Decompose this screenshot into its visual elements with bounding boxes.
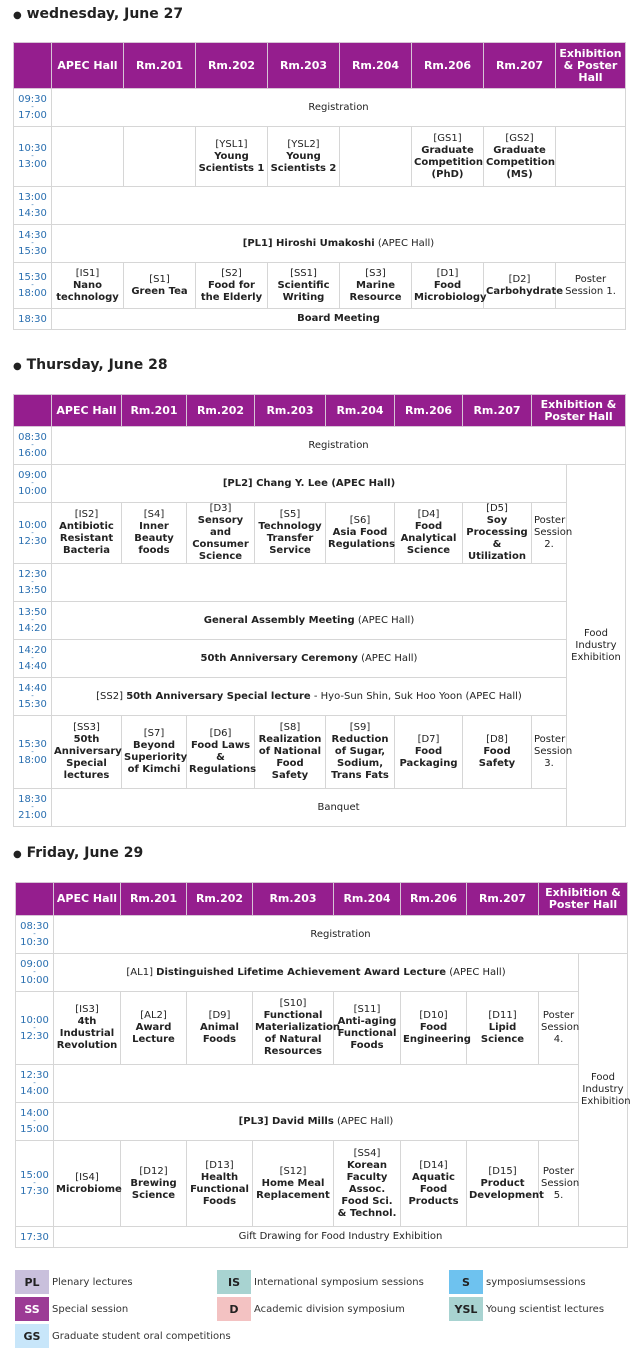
time-cell: 12:30 - 14:00 [16, 1065, 54, 1103]
time-header [14, 395, 52, 427]
session-cell: [SS4] Korean Faculty Assoc. Food Sci. & Technol. [334, 1141, 401, 1227]
session-cell: [GS2] Graduate Competition (MS) [484, 127, 556, 187]
bullet-icon: ● [13, 10, 22, 21]
col-rm206: Rm.206 [395, 395, 463, 427]
session-cell: [D4] Food Analytical Science [395, 503, 463, 564]
table-row [16, 954, 628, 992]
col-rm202: Rm.202 [187, 883, 253, 916]
session-cell: [YSL1] Young Scientists 1 [196, 127, 268, 187]
col-rm201: Rm.201 [124, 43, 196, 89]
registration-cell: Registration [52, 89, 626, 127]
session-cell: [S10] Functional Materialization of Natural Resources [253, 992, 334, 1065]
legend-swatch-is: IS [217, 1270, 251, 1294]
bullet-icon: ● [13, 849, 22, 860]
col-rm204: Rm.204 [326, 395, 395, 427]
time-cell: 09:00 - 10:00 [16, 954, 54, 992]
header-row [16, 883, 628, 916]
session-cell: [D11] Lipid Science [467, 992, 539, 1065]
day-1-schedule-table [13, 42, 626, 330]
time-cell: 14:40 - 15:30 [14, 678, 52, 716]
legend-label: Graduate student oral competitions [52, 1330, 231, 1342]
plenary-cell: [PL2] Chang Y. Lee (APEC Hall) [52, 465, 567, 503]
legend-swatch-gs: GS [15, 1324, 49, 1348]
col-rm203: Rm.203 [268, 43, 340, 89]
table-row [14, 602, 626, 640]
session-cell: [SS1] Scientific Writing [268, 263, 340, 309]
session-cell: [S6] Asia Food Regulations [326, 503, 395, 564]
table-row [16, 1227, 628, 1248]
empty-cell [556, 127, 626, 187]
poster-session-cell: Poster Session 3. [532, 716, 567, 789]
time-cell: 08:30 - 16:00 [14, 427, 52, 465]
session-cell: [S8] Realization of National Food Safety [255, 716, 326, 789]
legend-swatch-ss: SS [15, 1297, 49, 1321]
session-cell: [D12] Brewing Science [121, 1141, 187, 1227]
empty-cell [52, 187, 626, 225]
col-rm207: Rm.207 [467, 883, 539, 916]
legend-item [15, 1297, 128, 1321]
special-lecture-cell: [SS2] 50th Anniversary Special lecture - Hyo-Sun Shin, Suk Hoo Yoon (APEC Hall) [52, 678, 567, 716]
time-cell: 18:30 - 21:00 [14, 789, 52, 827]
time-header [14, 43, 52, 89]
col-rm207: Rm.207 [484, 43, 556, 89]
time-cell: 17:30 [16, 1227, 54, 1248]
session-cell: [S12] Home Meal Replacement [253, 1141, 334, 1227]
session-cell: [AL2] Award Lecture [121, 992, 187, 1065]
col-rm204: Rm.204 [340, 43, 412, 89]
day-3-schedule-table [15, 882, 631, 1248]
registration-cell: Registration [54, 916, 628, 954]
legend-label: Special session [52, 1303, 129, 1315]
empty-cell [54, 1065, 579, 1103]
registration-cell: Registration [52, 427, 626, 465]
session-cell: [YSL2] Young Scientists 2 [268, 127, 340, 187]
session-cell: [S11] Anti-aging Functional Foods [334, 992, 401, 1065]
general-assembly-cell: General Assembly Meeting (APEC Hall) [52, 602, 567, 640]
header-row [14, 43, 626, 89]
day-3-title: ● Friday, June 29 [13, 845, 144, 861]
col-rm201: Rm.201 [122, 395, 187, 427]
table-row [16, 916, 628, 954]
empty-cell [340, 127, 412, 187]
time-cell: 18:30 [14, 309, 52, 330]
board-meeting-cell: Board Meeting [52, 309, 626, 330]
table-row [16, 1103, 628, 1141]
time-cell: 15:00 - 17:30 [16, 1141, 54, 1227]
col-rm207: Rm.207 [463, 395, 532, 427]
col-apec-hall: APEC Hall [52, 395, 122, 427]
time-cell: 14:30 - 15:30 [14, 225, 52, 263]
time-cell: 14:20 - 14:40 [14, 640, 52, 678]
legend-item [217, 1297, 405, 1321]
table-row [14, 678, 626, 716]
table-row [14, 503, 626, 564]
poster-session-cell: Poster Session 4. [539, 992, 579, 1065]
legend-label: Young scientist lectures [486, 1303, 605, 1315]
table-row [14, 716, 626, 789]
col-exhibition: Exhibition & Poster Hall [532, 395, 626, 427]
session-cell: [D13] Health Functional Foods [187, 1141, 253, 1227]
time-cell: 14:00 - 15:00 [16, 1103, 54, 1141]
session-cell: [IS2] Antibiotic Resistant Bacteria [52, 503, 122, 564]
empty-cell [124, 127, 196, 187]
table-row [14, 789, 626, 827]
day-1-section [13, 3, 183, 25]
table-row [14, 127, 626, 187]
legend-item [449, 1297, 604, 1321]
session-cell: [S7] Beyond Superiority of Kimchi [122, 716, 187, 789]
empty-cell [52, 127, 124, 187]
col-rm204: Rm.204 [334, 883, 401, 916]
col-rm201: Rm.201 [121, 883, 187, 916]
session-cell: [IS3] 4th Industrial Revolution [54, 992, 121, 1065]
legend-item [217, 1270, 424, 1294]
time-cell: 13:00 - 14:30 [14, 187, 52, 225]
col-rm202: Rm.202 [187, 395, 255, 427]
anniversary-ceremony-cell: 50th Anniversary Ceremony (APEC Hall) [52, 640, 567, 678]
session-cell: [S5] Technology Transfer Service [255, 503, 326, 564]
session-cell: [D15] Product Development [467, 1141, 539, 1227]
session-cell: [D9] Animal Foods [187, 992, 253, 1065]
time-cell: 08:30 - 10:30 [16, 916, 54, 954]
day-2-title: ● Thursday, June 28 [13, 357, 168, 373]
session-cell: [D8] Food Safety [463, 716, 532, 789]
table-row [16, 1141, 628, 1227]
session-cell: [IS4] Microbiome [54, 1141, 121, 1227]
legend-item [15, 1324, 231, 1348]
time-header [16, 883, 54, 916]
time-cell: 09:30 - 17:00 [14, 89, 52, 127]
header-row [14, 395, 626, 427]
session-cell: [D1] Food Microbiology [412, 263, 484, 309]
col-rm206: Rm.206 [412, 43, 484, 89]
empty-cell [52, 564, 567, 602]
legend-label: symposiumsessions [486, 1276, 586, 1288]
poster-session-cell: Poster Session 2. [532, 503, 567, 564]
col-apec-hall: APEC Hall [54, 883, 121, 916]
session-cell: [IS1] Nano technology [52, 263, 124, 309]
legend-item [15, 1270, 133, 1294]
session-cell: [S1] Green Tea [124, 263, 196, 309]
table-row [16, 992, 628, 1065]
day-3-section [13, 842, 143, 864]
col-exhibition: Exhibition & Poster Hall [539, 883, 628, 916]
table-row [14, 564, 626, 602]
legend-label: Academic division symposium [254, 1303, 405, 1315]
plenary-cell: [PL3] David Mills (APEC Hall) [54, 1103, 579, 1141]
legend-swatch-ysl: YSL [449, 1297, 483, 1321]
bullet-icon: ● [13, 361, 22, 372]
col-rm203: Rm.203 [253, 883, 334, 916]
time-cell: 10:00 - 12:30 [14, 503, 52, 564]
poster-session-cell: Poster Session 5. [539, 1141, 579, 1227]
table-row [14, 309, 626, 330]
col-rm202: Rm.202 [196, 43, 268, 89]
col-apec-hall: APEC Hall [52, 43, 124, 89]
table-row [16, 1065, 628, 1103]
col-exhibition: Exhibition & Poster Hall [556, 43, 626, 89]
legend-swatch-d: D [217, 1297, 251, 1321]
table-row [14, 187, 626, 225]
food-industry-exhibition-cell: Food Industry Exhibition [579, 954, 628, 1227]
banquet-cell: Banquet [52, 789, 626, 827]
session-cell: [SS3] 50th Anniversary Special lectures [52, 716, 122, 789]
legend-item [449, 1270, 586, 1294]
table-row [14, 465, 626, 503]
gift-drawing-cell: Gift Drawing for Food Industry Exhibition [54, 1227, 628, 1248]
time-cell: 15:30 - 18:00 [14, 716, 52, 789]
legend-swatch-pl: PL [15, 1270, 49, 1294]
col-rm206: Rm.206 [401, 883, 467, 916]
time-cell: 10:30 - 13:00 [14, 127, 52, 187]
table-row [14, 263, 626, 309]
plenary-cell: [PL1] Hiroshi Umakoshi (APEC Hall) [52, 225, 626, 263]
session-cell: [D2] Carbohydrate [484, 263, 556, 309]
session-cell: [D14] Aquatic Food Products [401, 1141, 467, 1227]
session-cell: [S3] Marine Resource [340, 263, 412, 309]
session-cell: [D7] Food Packaging [395, 716, 463, 789]
day-2-schedule-table [13, 394, 626, 827]
time-cell: 13:50 - 14:20 [14, 602, 52, 640]
session-cell: [S9] Reduction of Sugar, Sodium, Trans Fats [326, 716, 395, 789]
session-cell: [D10] Food Engineering [401, 992, 467, 1065]
legend-label: Plenary lectures [52, 1276, 133, 1288]
session-cell: [S2] Food for the Elderly [196, 263, 268, 309]
day-1-title: ● wednesday, June 27 [13, 6, 184, 22]
time-cell: 10:00 - 12:30 [16, 992, 54, 1065]
food-industry-exhibition-cell: Food Industry Exhibition [567, 465, 626, 827]
table-row [14, 89, 626, 127]
day-2-section [13, 354, 168, 376]
poster-session-cell: Poster Session 1. [556, 263, 626, 309]
time-cell: 15:30 - 18:00 [14, 263, 52, 309]
session-cell: [D3] Sensory and Consumer Science [187, 503, 255, 564]
time-cell: 12:30 - 13:50 [14, 564, 52, 602]
table-row [14, 225, 626, 263]
legend-swatch-s: S [449, 1270, 483, 1294]
session-cell: [GS1] Graduate Competition (PhD) [412, 127, 484, 187]
col-rm203: Rm.203 [255, 395, 326, 427]
table-row [14, 427, 626, 465]
award-lecture-cell: [AL1] Distinguished Lifetime Achievement Award Lecture (APEC Hall) [54, 954, 579, 992]
legend [15, 1270, 625, 1350]
session-cell: [S4] Inner Beauty foods [122, 503, 187, 564]
table-row [14, 640, 626, 678]
session-cell: [D6] Food Laws & Regulations [187, 716, 255, 789]
session-cell: [D5] Soy Processing & Utilization [463, 503, 532, 564]
legend-label: International symposium sessions [254, 1276, 424, 1288]
time-cell: 09:00 - 10:00 [14, 465, 52, 503]
